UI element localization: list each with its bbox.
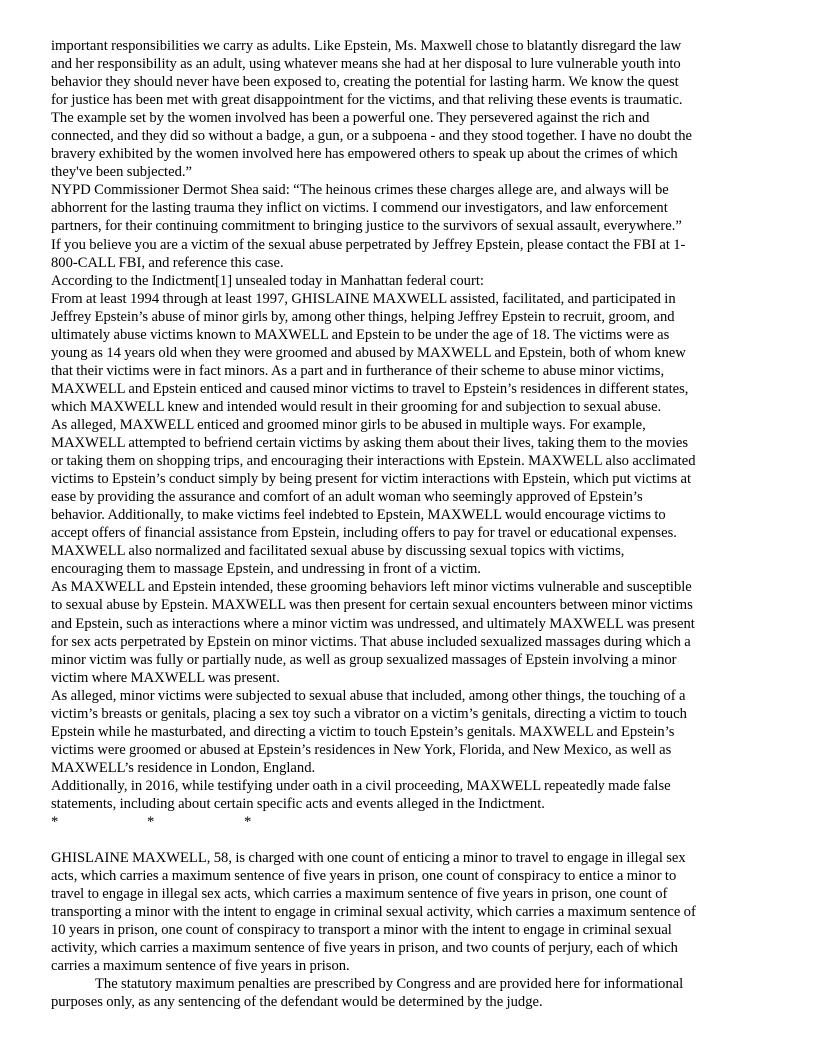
document-page [51,37,768,1011]
blank-line [51,831,768,849]
separator-star: * [51,814,59,831]
abuse-paragraph: As alleged, minor victims were subjected to sexual abuse that included, among other things, the touching of a victim’s breasts or genitals, placing a sex toy such a vibrator on a victim’s genitals, directing a victim to touch Epstein while he masturbated, and directing a victim to touch Epstein’s genitals. MAXWELL and Epstein’s victims were groomed or abused at Epstein’s residences in New York, Florida, and New Mexico, as well as MAXWELL’s residence in London, England. [51,687,687,776]
section-separator [51,813,768,831]
separator-star: * [244,814,252,831]
quote-continuation-paragraph: important responsibilities we carry as adults. Like Epstein, Ms. Maxwell chose to blatantly disregard the law and her responsibility as an adult, using whatever means she had at her disposal to lure vulnerable youth into behavior they should never have been exposed to, creating the potential for lasting harm. We know the quest for justice has been met with great disappointment for the victims, and that reliving these events is traumatic. The example set by the women involved has been a powerful one. They persevered against the rich and connected, and they did so without a badge, a gun, or a subpoena - and they stood together. I have no doubt the bravery exhibited by the women involved here has empowered others to speak up about the crimes of which they've been subjected.” [51,38,693,181]
grooming-paragraph: As alleged, MAXWELL enticed and groomed minor girls to be abused in multiple ways. For example, MAXWELL attempted to befriend certain victims by asking them about their lives, taking them to the movies or taking them on shopping trips, and encouraging their interactions with Epstein. MAXWELL also acclimated victims to Epstein’s conduct simply by being present for victim interactions with Epstein, which put victims at ease by providing the assurance and comfort of an adult woman who seemingly approved of Epstein’s behavior. Additionally, to make victims feel indebted to Epstein, MAXWELL would encourage victims to accept offers of financial assistance from Epstein, including offers to pay for travel or educational expenses. MAXWELL also normalized and facilitated sexual abuse by discussing sexual topics with victims, encouraging them to massage Epstein, and undressing in front of a victim. [51,416,696,578]
charges-paragraph: GHISLAINE MAXWELL, 58, is charged with one count of enticing a minor to travel to engage in illegal sex acts, which carries a maximum sentence of five years in prison, one count of conspiracy to entice a minor to travel to engage in illegal sex acts, which carries a maximum sentence of five years in prison, one count of transporting a minor with the intent to engage in criminal sexual activity, which carries a maximum sentence of 10 years in prison, one count of conspiracy to transport a minor with the intent to engage in criminal sexual activity, which carries a maximum sentence of five years in prison, and two counts of perjury, each of which carries a maximum sentence of five years in prison. [51,850,696,975]
presence-paragraph: As MAXWELL and Epstein intended, these grooming behaviors left minor victims vulnerable and susceptible to sexual abuse by Epstein. MAXWELL was then present for certain sexual encounters between minor victims and Epstein, such as interactions where a minor victim was undressed, and ultimately MAXWELL was present for sex acts perpetrated by Epstein on minor victims. That abuse included sexualized massages during which a minor victim was fully or partially nude, as well as group sexualized massages of Epstein involving a minor victim where MAXWELL was present. [51,579,695,686]
fbi-contact-paragraph: If you believe you are a victim of the sexual abuse perpetrated by Jeffrey Epstein, please contact the FBI at 1- 800-CALL FBI, and reference this case. [51,236,686,271]
penalties-paragraph: The statutory maximum penalties are prescribed by Congress and are provided here for informational purposes only, as any sentencing of the defendant would be determined by the judge. [51,976,684,1011]
nypd-statement-paragraph: NYPD Commissioner Dermot Shea said: “The heinous crimes these charges allege are, and always will be abhorrent for the lasting trauma they inflict on victims. I commend our investigators, and law enforcement partners, for their continuing commitment to bringing justice to the survivors of sexual assault, everywhere.” [51,182,682,235]
perjury-paragraph: Additionally, in 2016, while testifying under oath in a civil proceeding, MAXWELL repeatedly made false statements, including about certain specific acts and events alleged in the Indictment. [51,777,671,812]
separator-star: * [147,814,155,831]
scheme-paragraph: From at least 1994 through at least 1997, GHISLAINE MAXWELL assisted, facilitated, and participated in Jeffrey Epstein’s abuse of minor girls by, among other things, helping Jeffrey Epstein to recruit, groom, and ultimately abuse victims known to MAXWELL and Epstein to be under the age of 18. The victims were as young as 14 years old when they were groomed and abused by MAXWELL and Epstein, both of whom knew that their victims were in fact minors. As a part and in furtherance of their scheme to abuse minor victims, MAXWELL and Epstein enticed and caused minor victims to travel to Epstein’s residences in different states, which MAXWELL knew and intended would result in their grooming for and subjection to sexual abuse. [51,290,689,415]
indictment-intro-paragraph: According to the Indictment[1] unsealed today in Manhattan federal court: [51,272,484,289]
